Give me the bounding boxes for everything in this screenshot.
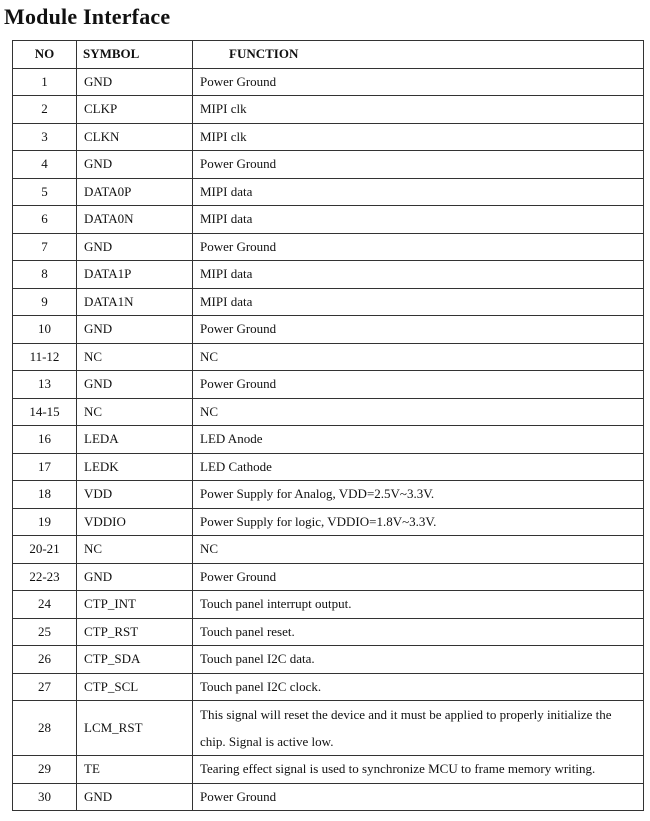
cell-function: Touch panel I2C clock. [193, 673, 644, 701]
cell-function: MIPI data [193, 261, 644, 289]
table-row [13, 123, 644, 151]
table-row [13, 151, 644, 179]
cell-no: 27 [13, 673, 77, 701]
cell-symbol: DATA0P [77, 178, 193, 206]
cell-function: NC [193, 343, 644, 371]
cell-function: Touch panel I2C data. [193, 646, 644, 674]
cell-function: Power Ground [193, 316, 644, 344]
cell-no: 14-15 [13, 398, 77, 426]
cell-no: 28 [13, 701, 77, 756]
cell-symbol: LCM_RST [77, 701, 193, 756]
cell-no: 29 [13, 756, 77, 784]
header-symbol: SYMBOL [77, 41, 193, 69]
cell-function: Power Ground [193, 563, 644, 591]
header-no: NO [13, 41, 77, 69]
table-row [13, 783, 644, 811]
table-header-row [13, 41, 644, 69]
cell-function: Power Supply for logic, VDDIO=1.8V~3.3V. [193, 508, 644, 536]
cell-function: Touch panel reset. [193, 618, 644, 646]
cell-no: 16 [13, 426, 77, 454]
cell-no: 24 [13, 591, 77, 619]
cell-function: MIPI data [193, 288, 644, 316]
cell-function: Power Ground [193, 371, 644, 399]
cell-symbol: GND [77, 151, 193, 179]
cell-symbol: CLKP [77, 96, 193, 124]
cell-symbol: GND [77, 316, 193, 344]
table-row [13, 426, 644, 454]
cell-function: Touch panel interrupt output. [193, 591, 644, 619]
table-row [13, 701, 644, 756]
cell-function: Power Ground [193, 151, 644, 179]
cell-no: 6 [13, 206, 77, 234]
cell-no: 7 [13, 233, 77, 261]
cell-symbol: NC [77, 398, 193, 426]
cell-symbol: NC [77, 536, 193, 564]
cell-symbol: TE [77, 756, 193, 784]
table-row [13, 343, 644, 371]
cell-function: Power Ground [193, 783, 644, 811]
cell-function: Tearing effect signal is used to synchronize MCU to frame memory writing. [193, 756, 644, 784]
cell-function: MIPI data [193, 178, 644, 206]
cell-symbol: DATA1N [77, 288, 193, 316]
cell-symbol: GND [77, 371, 193, 399]
cell-no: 11-12 [13, 343, 77, 371]
table-row [13, 316, 644, 344]
cell-symbol: VDDIO [77, 508, 193, 536]
cell-no: 8 [13, 261, 77, 289]
cell-no: 20-21 [13, 536, 77, 564]
cell-symbol: CTP_SCL [77, 673, 193, 701]
cell-symbol: VDD [77, 481, 193, 509]
cell-symbol: DATA1P [77, 261, 193, 289]
cell-no: 10 [13, 316, 77, 344]
table-row [13, 536, 644, 564]
cell-symbol: GND [77, 783, 193, 811]
cell-no: 13 [13, 371, 77, 399]
table-row [13, 618, 644, 646]
cell-no: 3 [13, 123, 77, 151]
cell-symbol: CTP_INT [77, 591, 193, 619]
cell-no: 17 [13, 453, 77, 481]
cell-no: 4 [13, 151, 77, 179]
cell-no: 30 [13, 783, 77, 811]
table-row [13, 371, 644, 399]
cell-function: This signal will reset the device and it must be applied to properly initialize the chip. Signal is active low. [193, 701, 644, 756]
cell-symbol: CLKN [77, 123, 193, 151]
cell-function: Power Supply for Analog, VDD=2.5V~3.3V. [193, 481, 644, 509]
cell-function: MIPI clk [193, 96, 644, 124]
cell-symbol: GND [77, 68, 193, 96]
cell-function: NC [193, 536, 644, 564]
module-interface-table [12, 40, 644, 811]
cell-no: 1 [13, 68, 77, 96]
table-row [13, 591, 644, 619]
table-row [13, 646, 644, 674]
table-row [13, 206, 644, 234]
table-row [13, 68, 644, 96]
cell-no: 19 [13, 508, 77, 536]
cell-symbol: CTP_RST [77, 618, 193, 646]
cell-function: MIPI clk [193, 123, 644, 151]
table-row [13, 288, 644, 316]
table-row [13, 756, 644, 784]
cell-symbol: GND [77, 233, 193, 261]
cell-no: 9 [13, 288, 77, 316]
cell-symbol: CTP_SDA [77, 646, 193, 674]
table-row [13, 453, 644, 481]
cell-symbol: GND [77, 563, 193, 591]
cell-function: LED Cathode [193, 453, 644, 481]
table-row [13, 673, 644, 701]
cell-no: 18 [13, 481, 77, 509]
table-row [13, 508, 644, 536]
cell-symbol: DATA0N [77, 206, 193, 234]
table-row [13, 481, 644, 509]
cell-no: 22-23 [13, 563, 77, 591]
cell-function: NC [193, 398, 644, 426]
table-row [13, 261, 644, 289]
cell-function: Power Ground [193, 233, 644, 261]
cell-symbol: NC [77, 343, 193, 371]
table-body [13, 68, 644, 811]
cell-no: 26 [13, 646, 77, 674]
table-row [13, 96, 644, 124]
table-row [13, 233, 644, 261]
cell-function: LED Anode [193, 426, 644, 454]
cell-no: 2 [13, 96, 77, 124]
cell-function: Power Ground [193, 68, 644, 96]
table-row [13, 398, 644, 426]
header-function: FUNCTION [193, 41, 644, 69]
cell-no: 25 [13, 618, 77, 646]
cell-symbol: LEDK [77, 453, 193, 481]
cell-no: 5 [13, 178, 77, 206]
table-row [13, 563, 644, 591]
page-title: Module Interface [4, 4, 171, 29]
cell-symbol: LEDA [77, 426, 193, 454]
cell-function: MIPI data [193, 206, 644, 234]
table-row [13, 178, 644, 206]
